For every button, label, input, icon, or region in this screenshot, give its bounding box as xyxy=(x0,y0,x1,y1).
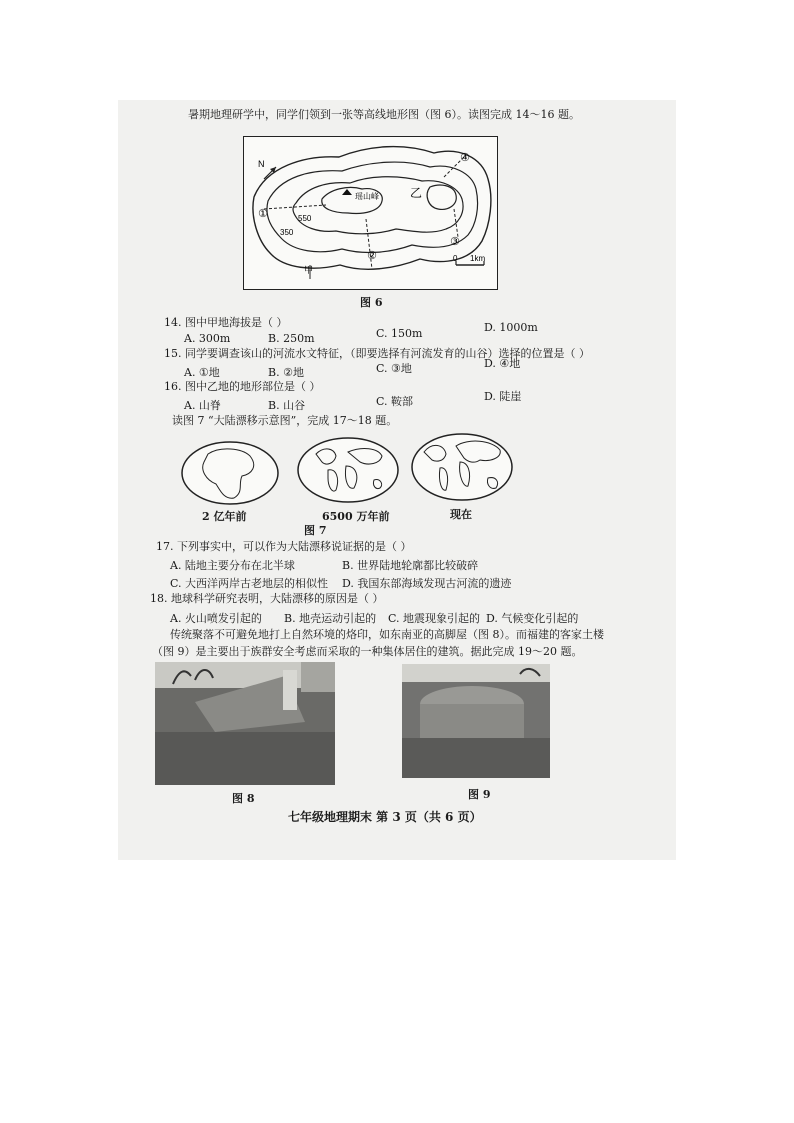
peak-label: 瑶山峰 xyxy=(355,192,379,201)
contour-map-svg xyxy=(244,137,497,289)
photo-9-art xyxy=(402,664,550,778)
q18-option-a: A. 火山喷发引起的 xyxy=(170,612,262,625)
q17-stem: 17. 下列事实中，可以作为大陆漂移说证据的是（ ） xyxy=(156,540,412,553)
q17-option-b: B. 世界陆地轮廓都比较破碎 xyxy=(342,559,479,572)
globe-outline xyxy=(298,438,398,502)
figure-9-caption: 图 9 xyxy=(468,788,491,801)
dashed-line-1 xyxy=(264,205,326,209)
figure-8-caption: 图 8 xyxy=(232,792,255,805)
scale-zero-label: 0 xyxy=(453,254,458,263)
intro-17-18: 读图 7 “大陆漂移示意图”，完成 17～18 题。 xyxy=(172,414,398,427)
q14-option-a: A. 300m xyxy=(184,332,231,345)
globe-200-million-years xyxy=(180,440,280,506)
figure-7-caption: 图 7 xyxy=(304,524,327,537)
marker-1: ① xyxy=(258,207,268,220)
figure-8-stilt-house-photo xyxy=(155,662,335,785)
marker-4: ④ xyxy=(460,151,470,164)
q16-option-b: B. 山谷 xyxy=(268,399,306,412)
yi-label: 乙 xyxy=(410,186,423,200)
globe-65-million-years xyxy=(296,436,400,504)
q14-option-d: D. 1000m xyxy=(484,321,538,334)
q15-option-d: D. ④地 xyxy=(484,357,521,370)
q15-stem: 15. 同学要调查该山的河流水文特征，（即要选择有河流发育的山谷）选择的位置是（ ） xyxy=(164,347,590,360)
q16-option-c: C. 鞍部 xyxy=(376,395,414,408)
jia-label: 甲 xyxy=(304,266,314,276)
peak-triangle-icon xyxy=(342,189,352,195)
globe-outline xyxy=(412,434,512,500)
intro-14-16: 暑期地理研学中，同学们领到一张等高线地形图（图 6）。读图完成 14～16 题。 xyxy=(188,108,580,121)
q14-stem: 14. 图中甲地海拔是（ ） xyxy=(164,316,288,329)
q17-option-a: A. 陆地主要分布在北半球 xyxy=(170,559,295,572)
intro-19-20-line1: 传统聚落不可避免地打上自然环境的烙印，如东南亚的高脚屋（图 8）。而福建的客家土楼 xyxy=(170,628,604,641)
globe-present xyxy=(410,432,514,502)
q16-option-a: A. 山脊 xyxy=(184,399,221,412)
figure-6-contour-map xyxy=(243,136,498,290)
q17-option-c: C. 大西洋两岸古老地层的相似性 xyxy=(170,577,329,590)
marker-3: ③ xyxy=(450,235,460,248)
q16-option-d: D. 陡崖 xyxy=(484,390,522,403)
q14-option-c: C. 150m xyxy=(376,327,423,340)
marker-2: ② xyxy=(367,249,377,262)
label-65-million-years: 6500 万年前 xyxy=(322,510,390,523)
contour-550-label: 550 xyxy=(298,214,312,223)
intro-19-20-line2: （图 9）是主要出于族群安全考虑而采取的一种集体居住的建筑。据此完成 19～20 题。 xyxy=(152,645,583,658)
figure-9-tulou-photo xyxy=(402,664,550,778)
q18-option-c: C. 地震现象引起的 xyxy=(388,612,481,625)
q17-option-d: D. 我国东部海域发现古河流的遗迹 xyxy=(342,577,512,590)
q18-stem: 18. 地球科学研究表明，大陆漂移的原因是（ ） xyxy=(150,592,384,605)
page-footer: 七年级地理期末 第 3 页（共 6 页） xyxy=(288,810,482,824)
contour-350-label: 350 xyxy=(280,228,294,237)
q18-option-d: D. 气候变化引起的 xyxy=(486,612,579,625)
label-200-million-years: 2 亿年前 xyxy=(202,510,247,523)
scale-km-label: 1km xyxy=(470,254,486,263)
label-present: 现在 xyxy=(450,508,472,521)
figure-6-caption: 图 6 xyxy=(360,296,383,309)
north-label: N xyxy=(258,159,265,169)
q16-stem: 16. 图中乙地的地形部位是（ ） xyxy=(164,380,321,393)
contour-east-hill xyxy=(427,185,456,209)
q15-option-a: A. ①地 xyxy=(184,366,220,379)
q18-option-b: B. 地壳运动引起的 xyxy=(284,612,377,625)
q15-option-c: C. ③地 xyxy=(376,362,412,375)
q14-option-b: B. 250m xyxy=(268,332,315,345)
photo-8-art xyxy=(155,662,335,785)
q15-option-b: B. ②地 xyxy=(268,366,304,379)
globe-outline xyxy=(182,442,278,504)
